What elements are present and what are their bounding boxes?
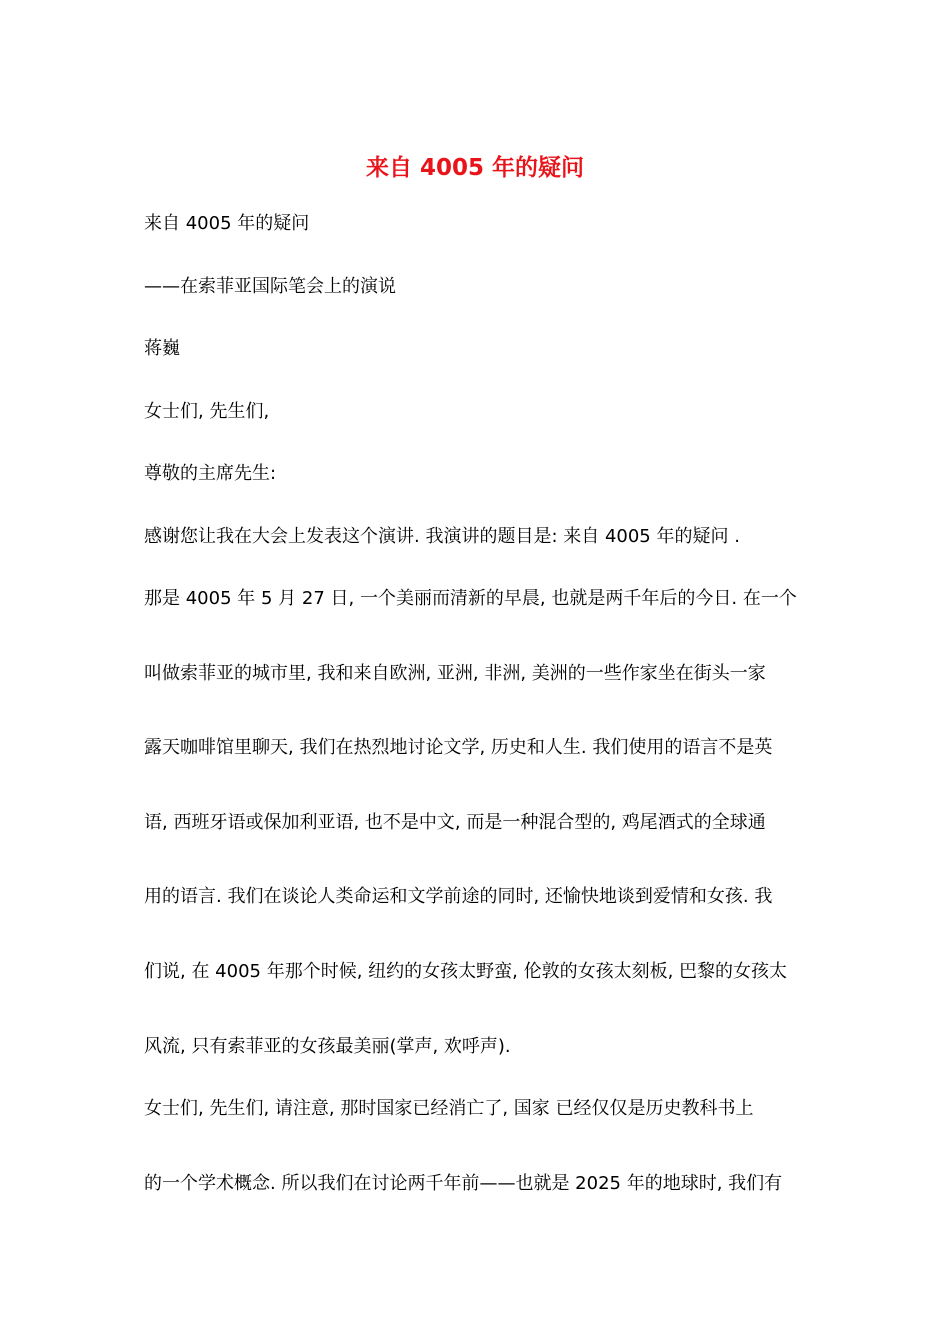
body-line: 语, 西班牙语或保加利亚语, 也不是中文, 而是一种混合型的, 鸡尾酒式的全球通 [144,812,766,833]
body-line: 感谢您让我在大会上发表这个演讲. 我演讲的题目是: 来自 4005 年的疑问 . [144,526,740,547]
body-line: 叫做索菲亚的城市里, 我和来自欧洲, 亚洲, 非洲, 美洲的一些作家坐在街头一家 [144,663,766,684]
subtitle-line: 来自 4005 年的疑问 [144,213,310,234]
body-line: 女士们, 先生们, 请注意, 那时国家已经消亡了, 国家 已经仅仅是历史教科书上 [144,1098,754,1119]
body-line: 们说, 在 4005 年那个时候, 纽约的女孩太野蛮, 伦敦的女孩太刻板, 巴黎的女孩太 [144,961,788,982]
document-title: 来自 4005 年的疑问 [365,155,585,181]
author-name: 蒋巍 [144,338,180,359]
body-line: 的一个学术概念. 所以我们在讨论两千年前——也就是 2025 年的地球时, 我们有 [144,1173,783,1194]
salutation-line-2: 尊敬的主席先生: [144,463,277,484]
salutation-line-1: 女士们, 先生们, [144,401,270,422]
body-line: 用的语言. 我们在谈论人类命运和文学前途的同时, 还愉快地谈到爱情和女孩. 我 [144,886,773,907]
body-line: 风流, 只有索菲亚的女孩最美丽(掌声, 欢呼声). [144,1036,511,1057]
body-line: 露天咖啡馆里聊天, 我们在热烈地讨论文学, 历史和人生. 我们使用的语言不是英 [144,737,773,758]
body-line: 那是 4005 年 5 月 27 日, 一个美丽而清新的早晨, 也就是两千年后的今日. 在一个 [144,588,797,609]
subtitle-occasion: ——在索菲亚国际笔会上的演说 [144,276,396,297]
